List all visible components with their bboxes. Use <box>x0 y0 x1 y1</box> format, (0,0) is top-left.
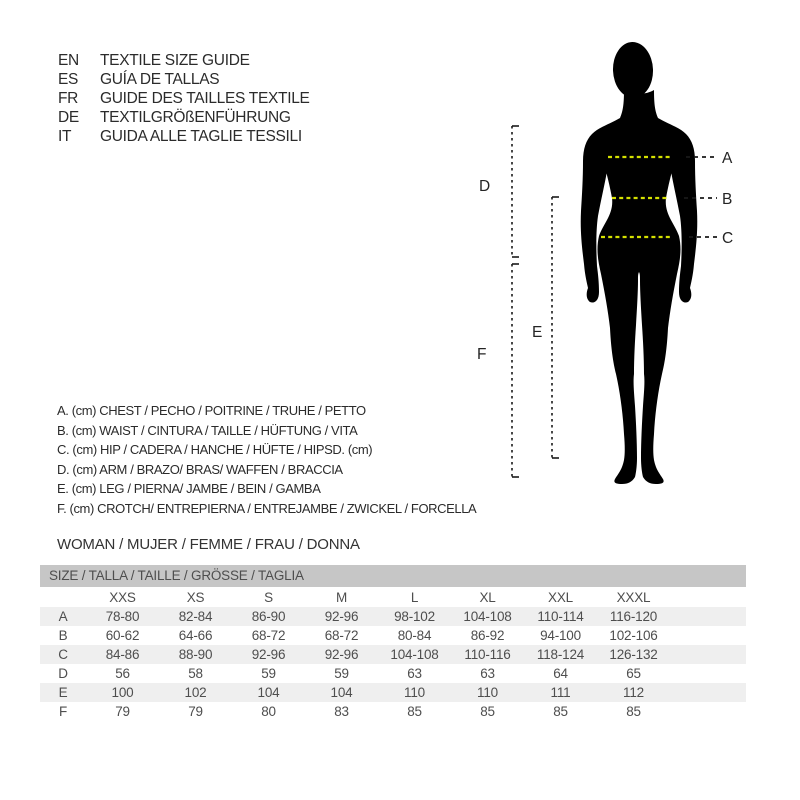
table-cell: 59 <box>261 666 276 681</box>
row-label: E <box>58 685 68 700</box>
table-cell: 92-96 <box>324 647 359 662</box>
table-cell: 64 <box>553 666 568 681</box>
row-label: C <box>58 647 68 662</box>
measurement-legend <box>57 401 476 519</box>
table-cell: 85 <box>626 704 641 719</box>
table-cell: 78-80 <box>105 609 140 624</box>
arm-label: D <box>479 178 491 195</box>
table-row <box>40 645 746 664</box>
table-cell: 84-86 <box>105 647 140 662</box>
arm-measure-bracket <box>512 126 519 257</box>
table-row <box>40 664 746 683</box>
filler-cell <box>670 702 746 721</box>
size-table-grid <box>40 587 746 721</box>
size-table <box>40 565 746 721</box>
language-row <box>58 108 310 127</box>
table-cell: 63 <box>480 666 495 681</box>
filler-column <box>670 587 746 607</box>
legend-item-chest: A. (cm) CHEST / PECHO / POITRINE / TRUHE / PETTO <box>57 403 366 418</box>
measurement-figure <box>460 30 770 500</box>
table-cell: 92-96 <box>324 609 359 624</box>
guide-title: TEXTILE SIZE GUIDE <box>100 52 250 69</box>
column-header: XXS <box>109 589 136 605</box>
row-label-header <box>40 587 86 607</box>
legend-item-waist: B. (cm) WAIST / CINTURA / TAILLE / HÜFTUNG / VITA <box>57 422 358 438</box>
table-row <box>40 683 746 702</box>
language-row <box>58 51 310 70</box>
table-cell: 126-132 <box>609 647 658 662</box>
column-header: M <box>335 589 348 605</box>
language-code: ES <box>58 71 79 88</box>
table-cell: 80 <box>261 704 276 719</box>
chest-label: A <box>722 150 733 167</box>
table-cell: 60-62 <box>105 628 140 643</box>
table-cell: 86-90 <box>251 609 286 624</box>
language-title-block <box>58 51 310 146</box>
table-cell: 110 <box>477 685 498 700</box>
guide-title: GUIDE DES TAILLES TEXTILE <box>100 90 310 107</box>
table-cell: 86-92 <box>470 628 505 643</box>
table-row <box>40 607 746 626</box>
column-header: XS <box>186 589 205 605</box>
guide-title: GUIDA ALLE TAGLIE TESSILI <box>100 128 302 145</box>
language-code: DE <box>58 109 79 126</box>
leg-label: E <box>532 324 543 341</box>
table-cell: 102-106 <box>609 628 658 643</box>
language-row <box>58 127 310 146</box>
column-header-row <box>40 587 746 607</box>
language-code: EN <box>58 52 79 69</box>
table-cell: 104-108 <box>390 647 439 662</box>
table-cell: 116-120 <box>609 609 658 624</box>
table-cell: 58 <box>188 666 203 681</box>
table-row <box>40 702 746 721</box>
table-cell: 88-90 <box>178 647 213 662</box>
row-label: B <box>58 628 68 643</box>
language-code: FR <box>58 90 79 107</box>
row-label: A <box>58 609 68 624</box>
table-cell: 83 <box>334 704 349 719</box>
column-header: L <box>410 589 419 605</box>
waist-label: B <box>722 191 733 208</box>
filler-cell <box>670 607 746 626</box>
table-cell: 80-84 <box>397 628 432 643</box>
column-header: XXXL <box>616 589 651 605</box>
table-cell: 110-114 <box>537 609 584 624</box>
table-cell: 100 <box>111 685 134 700</box>
column-header: XXL <box>548 589 573 605</box>
size-table-header-band: SIZE / TALLA / TAILLE / GRÖSSE / TAGLIA <box>40 565 746 587</box>
table-cell: 111 <box>550 685 571 700</box>
column-header: XL <box>479 589 496 605</box>
table-cell: 64-66 <box>178 628 213 643</box>
table-cell: 110-116 <box>464 647 511 662</box>
table-cell: 104-108 <box>463 609 512 624</box>
table-cell: 110 <box>404 685 425 700</box>
table-cell: 79 <box>188 704 203 719</box>
legend-item-crotch: F. (cm) CROTCH/ ENTREPIERNA / ENTREJAMBE / ZWICKEL / FORCELLA <box>57 500 477 516</box>
table-cell: 85 <box>480 704 495 719</box>
table-cell: 104 <box>257 685 280 700</box>
language-row <box>58 89 310 108</box>
silhouette-body <box>592 90 686 484</box>
table-cell: 68-72 <box>324 628 359 643</box>
table-cell: 112 <box>623 685 644 700</box>
table-cell: 85 <box>407 704 422 719</box>
table-cell: 102 <box>184 685 207 700</box>
silhouette-head <box>612 41 654 98</box>
crotch-label: F <box>477 346 487 363</box>
legend-item-leg: E. (cm) LEG / PIERNA/ JAMBE / BEIN / GAMBA <box>57 481 321 497</box>
guide-title: TEXTILGRÖßENFÜHRUNG <box>100 109 291 126</box>
table-cell: 56 <box>115 666 130 681</box>
filler-cell <box>670 664 746 683</box>
row-label: F <box>58 704 68 719</box>
table-cell: 68-72 <box>251 628 286 643</box>
legend-item-arm: D. (cm) ARM / BRAZO/ BRAS/ WAFFEN / BRACCIA <box>57 461 343 477</box>
table-cell: 85 <box>553 704 568 719</box>
crotch-measure-bracket <box>512 264 519 477</box>
guide-title: GUÍA DE TALLAS <box>100 71 220 88</box>
filler-cell <box>670 683 746 702</box>
filler-cell <box>670 626 746 645</box>
table-cell: 63 <box>407 666 422 681</box>
column-header: S <box>264 589 273 605</box>
table-cell: 82-84 <box>178 609 213 624</box>
filler-cell <box>670 645 746 664</box>
table-cell: 79 <box>115 704 130 719</box>
language-code: IT <box>58 128 72 145</box>
leg-measure-bracket <box>552 197 559 458</box>
table-cell: 104 <box>330 685 353 700</box>
table-cell: 98-102 <box>394 609 435 624</box>
woman-silhouette <box>581 41 698 484</box>
table-cell: 65 <box>626 666 641 681</box>
row-label: D <box>58 666 68 681</box>
table-cell: 118-124 <box>536 647 585 662</box>
table-row <box>40 626 746 645</box>
table-cell: 92-96 <box>251 647 286 662</box>
table-cell: 94-100 <box>540 628 581 643</box>
hip-label: C <box>722 230 734 247</box>
language-row <box>58 70 310 89</box>
table-cell: 59 <box>334 666 349 681</box>
legend-item-hip: C. (cm) HIP / CADERA / HANCHE / HÜFTE / HIPSD. (cm) <box>57 442 373 458</box>
gender-title: WOMAN / MUJER / FEMME / FRAU / DONNA <box>57 536 360 553</box>
